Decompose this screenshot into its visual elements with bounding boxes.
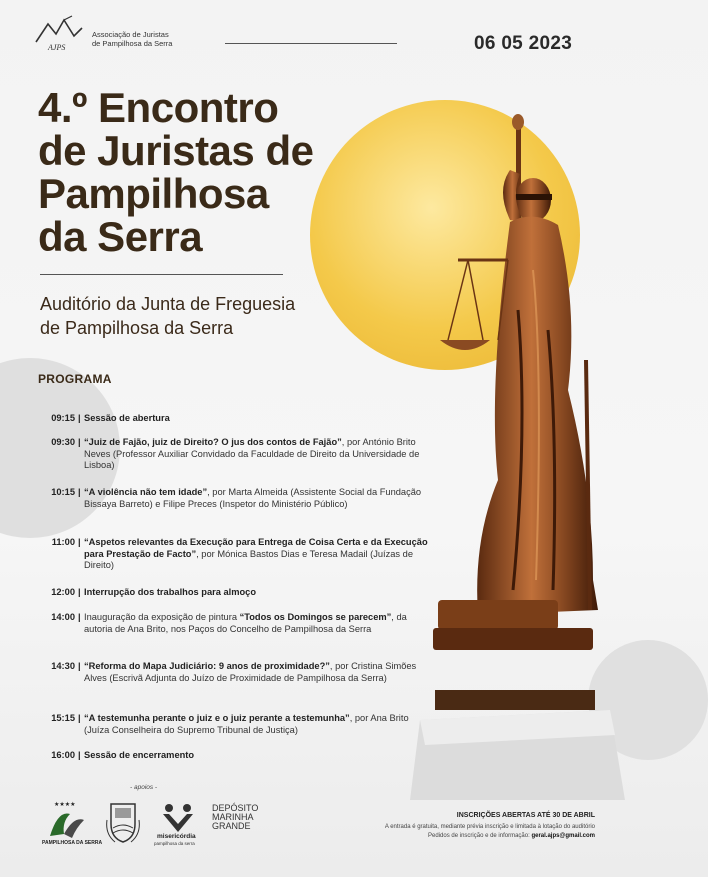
event-date: 06 05 2023 xyxy=(474,33,573,54)
sponsor4-line2: MARINHA xyxy=(212,812,254,822)
separator: | xyxy=(78,587,81,597)
program-time: 09:15 xyxy=(51,413,75,423)
program-description: “Aspetos relevantes da Execução para Entrega de Coisa Certa e da Execução para Prestação de Facto”, por Mónica Bastos Dias e Teresa Madail (Juízas de Direito) xyxy=(84,537,428,570)
separator: | xyxy=(78,750,81,760)
program-description: “A testemunha perante o juiz e o juiz perante a testemunha”, por Ana Brito (Juíza Conselheira do Supremo Tribunal de Justiça) xyxy=(84,713,409,735)
program-time: 14:00 xyxy=(51,612,75,622)
program-time: 10:15 xyxy=(51,487,75,497)
stone-pedestal-image xyxy=(410,690,625,800)
separator: | xyxy=(78,487,81,497)
program-time: 16:00 xyxy=(51,750,75,760)
program-description: “A violência não tem idade”, por Marta Almeida (Assistente Social da Fundação Bissaya Barreto) e Filipe Preces (Inspetor do Ministério Público) xyxy=(84,487,422,509)
lady-justice-statue-image xyxy=(418,110,618,710)
event-title xyxy=(38,86,368,258)
misericordia-logo xyxy=(153,798,203,848)
svg-text:★★★★: ★★★★ xyxy=(54,802,76,808)
program-description: Interrupção dos trabalhos para almoço xyxy=(84,587,257,597)
sponsor4-line3: GRANDE xyxy=(212,821,251,831)
registration-deadline: INSCRIÇÕES ABERTAS ATÉ 30 DE ABRIL xyxy=(456,812,595,819)
contact-email-link[interactable]: geral.ajps@gmail.com xyxy=(531,833,595,839)
deposito-marinha-grande-logo xyxy=(212,798,264,854)
svg-text:misericórdia: misericórdia xyxy=(157,833,196,840)
svg-text:AJPS: AJPS xyxy=(48,43,66,52)
sponsors-label: - apoios - xyxy=(130,784,158,791)
pampilhosa-da-serra-logo xyxy=(40,798,103,848)
separator: | xyxy=(78,413,81,423)
organization-name-line2: de Pampilhosa da Serra xyxy=(92,39,173,48)
program-time: 14:30 xyxy=(51,661,75,671)
program-description: Sessão de encerramento xyxy=(84,750,195,760)
title-line4: da Serra xyxy=(38,213,203,260)
title-line3: Pampilhosa xyxy=(38,170,269,217)
title-line2: de Juristas de xyxy=(38,127,314,174)
venue-line1: Auditório da Junta de Freguesia xyxy=(40,294,296,314)
svg-text:PAMPILHOSA DA SERRA: PAMPILHOSA DA SERRA xyxy=(42,840,103,846)
ajps-logo xyxy=(34,14,84,52)
program-time: 12:00 xyxy=(51,587,75,597)
title-line1: 4.º Encontro xyxy=(38,84,279,131)
separator: | xyxy=(78,537,81,547)
separator: | xyxy=(78,661,81,671)
title-divider xyxy=(40,274,283,275)
program-description: Sessão de abertura xyxy=(84,413,170,423)
program-time: 09:30 xyxy=(51,437,75,447)
program-description: “Reforma do Mapa Judiciário: 9 anos de proximidade?”, por Cristina Simões Alves (Escrivã Adjunta do Juízo de Proximidade de Pampilhosa da Serra) xyxy=(84,661,417,683)
separator: | xyxy=(78,713,81,723)
svg-text:pampilhosa da serra: pampilhosa da serra xyxy=(154,841,195,846)
header-divider xyxy=(225,43,397,44)
organization-name-line1: Associação de Juristas xyxy=(92,30,169,39)
program-time: 11:00 xyxy=(51,537,75,547)
program-time: 15:15 xyxy=(51,713,75,723)
venue-line2: de Pampilhosa da Serra xyxy=(40,318,234,338)
organization-name xyxy=(92,30,172,48)
program-heading: PROGRAMA xyxy=(38,372,112,386)
registration-contact: Pedidos de inscrição e de informação: geral.ajps@gmail.com xyxy=(428,833,595,839)
program-description: “Juiz de Fajão, juiz de Direito? O jus dos contos de Fajão”, por António Brito Neves (Professor Auxiliar Convidado da Faculdade de Direito da Universidade de Lisboa) xyxy=(84,437,420,470)
program-description: Inauguração da exposição de pintura “Todos os Domingos se parecem”, da autoria de Ana Brito, nos Paços do Concelho de Pampilhosa da Serra xyxy=(84,612,407,634)
parish-coat-of-arms-logo xyxy=(103,798,143,848)
sponsor4-line1: DEPÓSITO xyxy=(212,803,259,813)
separator: | xyxy=(78,612,81,622)
registration-note: A entrada é gratuita, mediante prévia inscrição e limitada à lotação do auditório xyxy=(384,824,595,830)
separator: | xyxy=(78,437,81,447)
venue xyxy=(40,292,380,340)
